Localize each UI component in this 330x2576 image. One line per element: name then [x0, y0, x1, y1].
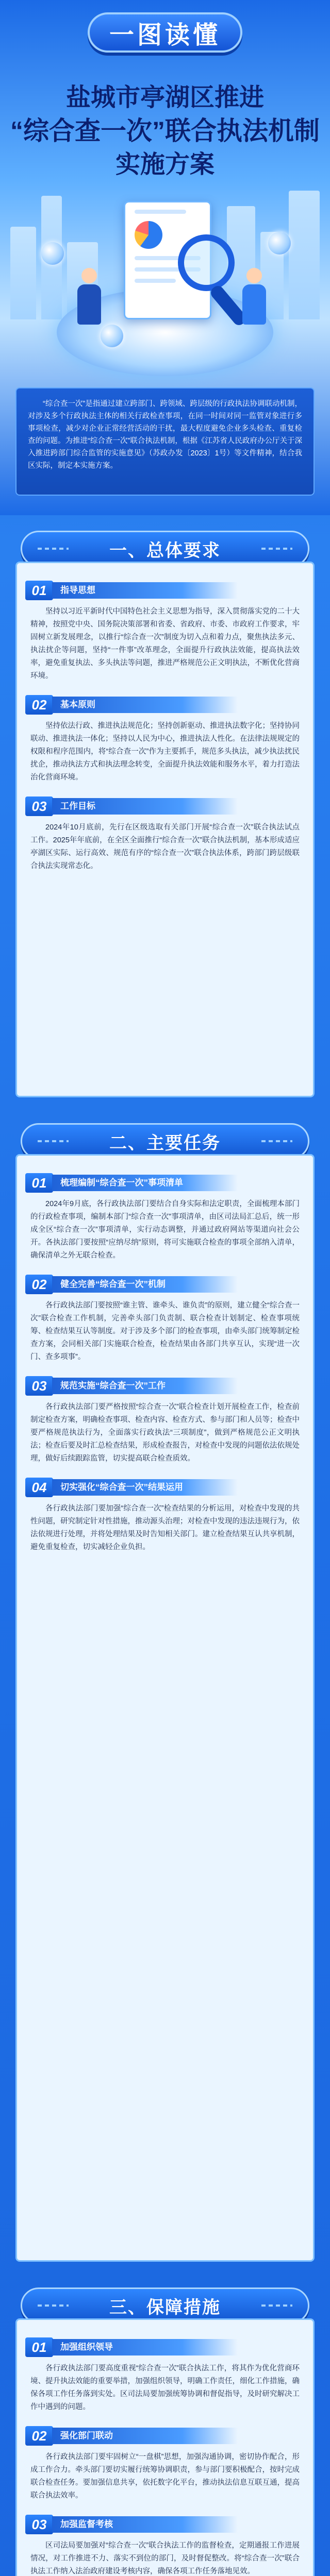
item-number: 03 — [25, 2515, 53, 2534]
subheading — [25, 2337, 300, 2357]
subheading — [25, 695, 300, 715]
item-number: 01 — [25, 2337, 53, 2357]
floating-icon — [41, 242, 64, 265]
hero-section — [0, 0, 330, 515]
item-title: 加强组织领导 — [52, 2339, 238, 2355]
decor-dots — [38, 2304, 69, 2307]
decor-dots — [261, 2304, 292, 2307]
person-illustration — [77, 268, 101, 325]
item-number: 03 — [25, 796, 53, 816]
title-tag — [88, 12, 242, 53]
person-body — [242, 284, 266, 325]
section2-panel — [15, 1154, 315, 2262]
item-text: 各行政执法部门要加强“综合查一次”检查结果的分析运用，对检查中发现的共性问题，研究制定针对性措施，推动源头治理；对检查中发现的违法违规行为，依法依规进行处理，并将处理结果及时告知相关部门。建立检查结果互认共享机制，避免重复检查，切实减轻企业负担。 — [30, 1504, 300, 1551]
item-text: 2024年10月底前，先行在区级选取有关部门开展“综合查一次”联合执法试点工作。2025年年底前，在全区全面推行“综合查一次”联合执法机制，基本形成适应亭湖区实际、运行高效、规范有序的“综合查一次”联合执法体系，跨部门跨层级联合执法实现常态化。 — [30, 823, 300, 870]
section3-panel — [15, 2318, 315, 2576]
item-number: 02 — [25, 1275, 53, 1294]
hero-title-line3: 实施方案 — [115, 151, 214, 178]
item-text: 坚持依法行政、推进执法规范化；坚持创新驱动、推进执法数字化；坚持协同联动、推进执法一体化；坚持以人民为中心，推进执法人性化。在法律法规规定的权限和程序范围内，将“综合查一次”作为主要抓手，规范多头执法，减少执法扰民扰企，推动执法方式和执法理念转变，全面提升执法效能和服务水平，着力打造法治化营商环境。 — [30, 722, 300, 782]
subheading — [25, 1376, 300, 1396]
item-number: 01 — [25, 581, 53, 600]
subheading — [25, 2426, 300, 2446]
decor-dots — [38, 548, 69, 550]
subheading — [25, 581, 300, 600]
item-title: 强化部门联动 — [52, 2428, 238, 2444]
person-head — [246, 268, 262, 283]
item-number: 03 — [25, 1376, 53, 1396]
item-number: 04 — [25, 1478, 53, 1497]
decor-dots — [38, 1140, 69, 1142]
item-text: 各行政执法部门要高度重视“综合查一次”联合执法工作，将其作为优化营商环境、提升执法效能的重要举措，加强组织领导，明确工作责任，细化工作措施，确保各项工作任务落到实处。区司法局要加强统筹协调和督促指导，及时研究解决工作中遇到的问题。 — [30, 2364, 300, 2411]
decor-dots — [261, 548, 292, 550]
item-text: 2024年9月底，各行政执法部门要结合自身实际和法定职责，全面梳理本部门的行政检查事项，编制本部门“综合查一次”事项清单，由区司法局汇总后，统一形成全区“综合查一次”事项清单，实行动态调整，并通过政府网站等渠道向社会公开。各执法部门要按照“应纳尽纳”原则，将可实施联合检查的事项全部纳入清单，确保清单之外无联合检查。 — [30, 1200, 300, 1260]
doc-line — [135, 279, 176, 283]
hero-title-line1: 盐城市亭湖区推进 — [65, 84, 264, 111]
magnifier-icon — [178, 234, 235, 291]
item-title: 加强监督考核 — [52, 2516, 238, 2533]
item-title: 指导思想 — [52, 582, 238, 599]
item-title: 健全完善“综合查一次”机制 — [52, 1276, 238, 1293]
intro-text: “综合查一次”是指通过建立跨部门、跨领域、跨层级的行政执法协调联动机制，对涉及多个行政执法主体的相关行政检查事项，在同一时间对同一监管对象进行多事项检查，减少对企业正常经营活动的干扰，最大程度避免企业多头检查、重复检查的问题。为推进“综合查一次”联合执法机制，根据《江苏省人民政府办公厅关于深入推进跨部门综合监管的实施意见》（苏政办发〔2023〕1号）等文件精神，结合我区实际，制定本实施方案。 — [28, 400, 302, 470]
subheading — [25, 796, 300, 816]
decor-dots — [261, 1140, 292, 1142]
item-title: 基本原则 — [52, 697, 238, 713]
person-head — [81, 268, 97, 283]
item-text: 各行政执法部门要严格按照“综合查一次”联合检查计划开展检查工作，检查前制定检查方案，明确检查事项、检查内容、检查方式、参与部门和人员等；检查中要严格规范执法行为，全面落实行政执法“三项制度”，做到严格规范公正文明执法；检查后要及时汇总检查结果，形成检查报告，对检查中发现的问题依法依规处理，做好后续跟踪监管，切实提高联合检查质效。 — [30, 1403, 300, 1463]
item-number: 01 — [25, 1173, 53, 1193]
item-title: 工作目标 — [52, 798, 238, 815]
building — [10, 227, 36, 319]
intro-box — [15, 387, 315, 496]
person-body — [77, 284, 101, 325]
subheading — [25, 1275, 300, 1294]
doc-line — [135, 210, 186, 214]
item-title: 规范实施“综合查一次”工作 — [52, 1378, 238, 1394]
item-text: 坚持以习近平新时代中国特色社会主义思想为指导，深入贯彻落实党的二十大精神，按照党中央、国务院决策部署和省委、省政府、市委、市政府工作要求，牢固树立新发展理念，以推行“综合查一次”制度为切入点和着力点，聚焦执法多元、执法扰企等问题，坚持“一件事”改革理念，全面提升行政执法效能，提高执法效率，避免重复执法、多头执法等问题，推进严格规范公正文明执法，不断优化营商环境。 — [30, 607, 300, 680]
floating-icon — [268, 232, 291, 255]
section3-title: 三、保障措施 — [109, 2297, 221, 2317]
floating-icon — [101, 325, 123, 347]
section2-title: 二、主要任务 — [109, 1133, 221, 1153]
pie-chart-icon — [135, 221, 162, 249]
item-text: 区司法局要加强对“综合查一次”联合执法工作的监督检查，定期通报工作进展情况，对工作推进不力、落实不到位的部门，及时督促整改。将“综合查一次”联合执法工作纳入法治政府建设考核内容，确保各项工作任务落地见效。 — [30, 2541, 300, 2575]
item-text: 各行政执法部门要牢固树立“一盘棋”思想，加强沟通协调，密切协作配合，形成工作合力。牵头部门要切实履行统筹协调职责，参与部门要积极配合，按时完成联合检查任务。要加强信息共享，依托数字化平台，推动执法信息互联互通，提高联合执法效率。 — [30, 2453, 300, 2500]
item-number: 02 — [25, 2426, 53, 2446]
subheading — [25, 1173, 300, 1193]
item-title: 梳理编制“综合查一次”事项清单 — [52, 1175, 238, 1191]
section1-title: 一、总体要求 — [109, 540, 221, 561]
item-title: 切实强化“综合查一次”结果运用 — [52, 1479, 238, 1496]
item-text: 各行政执法部门要按照“谁主管、谁牵头、谁负责”的原则，建立健全“综合查一次”联合检查工作机制，完善牵头部门负责制、联合检查计划制定、检查事项统筹、检查结果互认等制度。对于涉及多个部门的检查事项，由牵头部门统筹制定检查方案，会同相关部门实施联合检查，检查结果由各部门共享互认，实现“进一次门、查多项事”。 — [30, 1301, 300, 1361]
hero-title-line2: “综合查一次”联合执法机制 — [10, 116, 320, 145]
title-tag-text: 一图读懂 — [109, 21, 221, 49]
subheading — [25, 1478, 300, 1497]
item-number: 02 — [25, 695, 53, 715]
person-illustration — [242, 268, 266, 325]
section1-panel — [15, 562, 315, 1097]
building — [289, 191, 320, 319]
subheading — [25, 2515, 300, 2534]
